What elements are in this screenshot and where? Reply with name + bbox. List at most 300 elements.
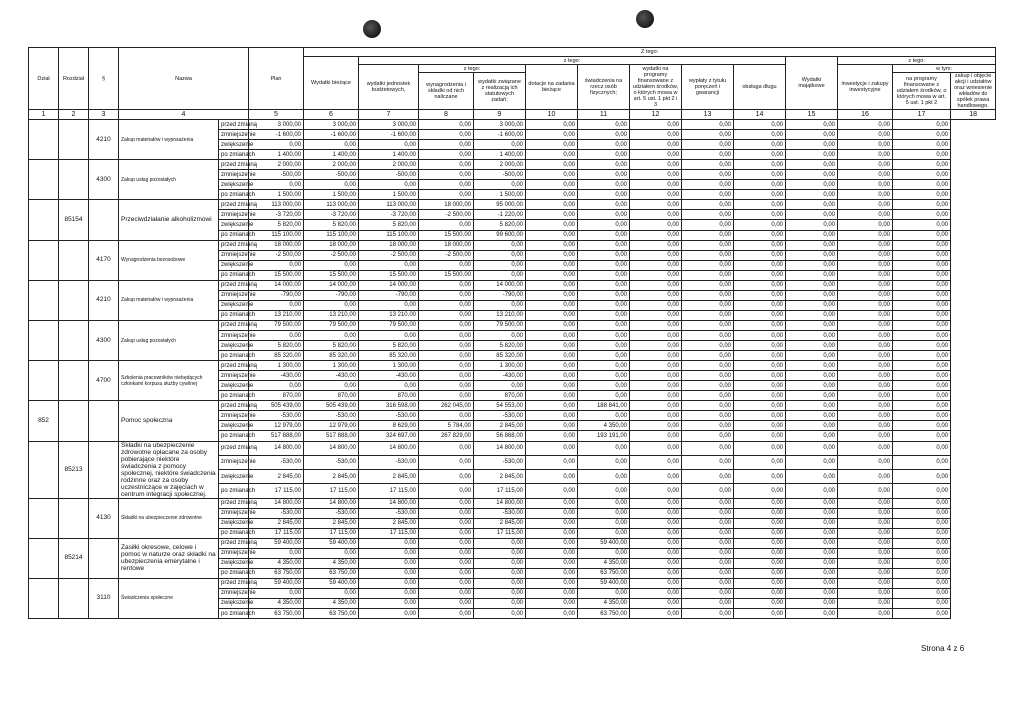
value-cell: 0,00 bbox=[893, 578, 951, 588]
value-cell: 0,00 bbox=[682, 361, 734, 371]
value-cell: 0,00 bbox=[893, 140, 951, 150]
value-cell: 0,00 bbox=[578, 455, 630, 469]
value-cell: 5 820,00 bbox=[474, 341, 526, 351]
value-cell: 0,00 bbox=[630, 200, 682, 210]
value-cell: 0,00 bbox=[578, 391, 630, 401]
value-cell: 0,00 bbox=[630, 568, 682, 578]
value-cell: 0,00 bbox=[578, 528, 630, 538]
value-cell: 0,00 bbox=[734, 190, 786, 200]
value-cell: 95 000,00 bbox=[474, 200, 526, 210]
value-cell: 0,00 bbox=[786, 160, 838, 170]
value-cell: 0,00 bbox=[734, 280, 786, 290]
name-cell: Zakup materiałów i wyposażenia bbox=[119, 120, 219, 160]
value-cell: -530,00 bbox=[249, 455, 304, 469]
value-cell: 0,00 bbox=[578, 441, 630, 455]
change-label: przed zmianą bbox=[219, 401, 249, 411]
value-cell: 0,00 bbox=[682, 300, 734, 310]
value-cell: 0,00 bbox=[578, 300, 630, 310]
value-cell: 0,00 bbox=[786, 381, 838, 391]
value-cell: 1 300,00 bbox=[304, 361, 359, 371]
value-cell: 4 350,00 bbox=[249, 558, 304, 568]
value-cell: 0,00 bbox=[786, 150, 838, 160]
value-cell: 0,00 bbox=[359, 330, 419, 340]
change-label: zmniejszenie bbox=[219, 588, 249, 598]
value-cell: 0,00 bbox=[526, 280, 578, 290]
value-cell: 0,00 bbox=[578, 548, 630, 558]
value-cell: 0,00 bbox=[682, 455, 734, 469]
value-cell: 870,00 bbox=[304, 391, 359, 401]
value-cell: 0,00 bbox=[630, 300, 682, 310]
value-cell: 0,00 bbox=[838, 310, 893, 320]
value-cell: 3 000,00 bbox=[359, 120, 419, 130]
column-number: 3 bbox=[89, 110, 119, 120]
value-cell: 0,00 bbox=[786, 341, 838, 351]
value-cell: 0,00 bbox=[734, 528, 786, 538]
change-label: po zmianach bbox=[219, 270, 249, 280]
name-cell: Zakup usług pozostałych bbox=[119, 320, 219, 360]
value-cell: 0,00 bbox=[786, 330, 838, 340]
value-cell: 0,00 bbox=[838, 391, 893, 401]
value-cell: 56 868,00 bbox=[474, 431, 526, 441]
value-cell: 14 000,00 bbox=[474, 280, 526, 290]
value-cell: -430,00 bbox=[359, 371, 419, 381]
value-cell: 0,00 bbox=[786, 310, 838, 320]
rozdzial-cell bbox=[59, 240, 89, 280]
value-cell: 2 000,00 bbox=[474, 160, 526, 170]
value-cell: 0,00 bbox=[578, 371, 630, 381]
value-cell: 0,00 bbox=[786, 455, 838, 469]
value-cell: 0,00 bbox=[734, 270, 786, 280]
value-cell: 0,00 bbox=[893, 310, 951, 320]
column-number: 1 bbox=[29, 110, 59, 120]
budget-table bbox=[28, 47, 996, 619]
value-cell: 0,00 bbox=[893, 300, 951, 310]
value-cell: -2 500,00 bbox=[419, 250, 474, 260]
value-cell: 0,00 bbox=[838, 558, 893, 568]
value-cell: 0,00 bbox=[359, 548, 419, 558]
value-cell: 0,00 bbox=[786, 250, 838, 260]
value-cell: 0,00 bbox=[630, 320, 682, 330]
value-cell: 0,00 bbox=[893, 160, 951, 170]
column-number: 7 bbox=[359, 110, 419, 120]
value-cell: 0,00 bbox=[838, 240, 893, 250]
value-cell: 0,00 bbox=[630, 498, 682, 508]
value-cell: 113 000,00 bbox=[359, 200, 419, 210]
value-cell: 0,00 bbox=[786, 528, 838, 538]
value-cell: 0,00 bbox=[359, 300, 419, 310]
rozdzial-cell bbox=[59, 280, 89, 320]
value-cell: 0,00 bbox=[838, 160, 893, 170]
change-label: zwiększenie bbox=[219, 470, 249, 484]
value-cell: 0,00 bbox=[838, 120, 893, 130]
value-cell: 0,00 bbox=[786, 548, 838, 558]
value-cell: 0,00 bbox=[893, 558, 951, 568]
value-cell: 0,00 bbox=[526, 455, 578, 469]
value-cell: 0,00 bbox=[578, 210, 630, 220]
value-cell: 0,00 bbox=[734, 330, 786, 340]
value-cell: 0,00 bbox=[419, 120, 474, 130]
value-cell: 0,00 bbox=[630, 588, 682, 598]
w-tym: w tym: bbox=[893, 65, 996, 73]
rozdzial-cell: 85213 bbox=[59, 441, 89, 498]
value-cell: 0,00 bbox=[526, 401, 578, 411]
value-cell: 0,00 bbox=[249, 260, 304, 270]
value-cell: -3 720,00 bbox=[359, 210, 419, 220]
value-cell: 0,00 bbox=[893, 250, 951, 260]
value-cell: 517 888,00 bbox=[304, 431, 359, 441]
paragraf-cell: 4210 bbox=[89, 120, 119, 160]
value-cell: 262 045,00 bbox=[419, 401, 474, 411]
value-cell: 1 500,00 bbox=[304, 190, 359, 200]
rozdzial-cell bbox=[59, 578, 89, 618]
value-cell: 0,00 bbox=[474, 240, 526, 250]
value-cell: 0,00 bbox=[734, 320, 786, 330]
change-label: przed zmianą bbox=[219, 361, 249, 371]
value-cell: 0,00 bbox=[893, 290, 951, 300]
value-cell: 0,00 bbox=[578, 310, 630, 320]
value-cell: 0,00 bbox=[359, 568, 419, 578]
value-cell: 0,00 bbox=[734, 341, 786, 351]
value-cell: 0,00 bbox=[526, 411, 578, 421]
value-cell: 0,00 bbox=[526, 498, 578, 508]
table-row bbox=[29, 361, 996, 371]
value-cell: 0,00 bbox=[893, 330, 951, 340]
paragraf-cell bbox=[89, 441, 119, 498]
value-cell: 0,00 bbox=[682, 310, 734, 320]
value-cell: 0,00 bbox=[526, 484, 578, 498]
value-cell: 85 320,00 bbox=[249, 351, 304, 361]
value-cell: 0,00 bbox=[359, 538, 419, 548]
table-row bbox=[29, 578, 996, 588]
value-cell: 0,00 bbox=[578, 320, 630, 330]
value-cell: -530,00 bbox=[359, 508, 419, 518]
value-cell: 63 750,00 bbox=[249, 609, 304, 619]
value-cell: 0,00 bbox=[359, 260, 419, 270]
value-cell: 0,00 bbox=[893, 361, 951, 371]
change-label: po zmianach bbox=[219, 310, 249, 320]
value-cell: 0,00 bbox=[838, 320, 893, 330]
value-cell: 0,00 bbox=[734, 200, 786, 210]
value-cell: 0,00 bbox=[474, 140, 526, 150]
rozdzial-cell bbox=[59, 361, 89, 401]
value-cell: 0,00 bbox=[893, 210, 951, 220]
col-dotacje: dotacje na zadania bieżące bbox=[526, 65, 578, 110]
value-cell: -2 500,00 bbox=[359, 250, 419, 260]
value-cell: 13 210,00 bbox=[249, 310, 304, 320]
value-cell: 0,00 bbox=[682, 381, 734, 391]
value-cell: 0,00 bbox=[630, 310, 682, 320]
table-row bbox=[29, 320, 996, 330]
value-cell: 0,00 bbox=[682, 588, 734, 598]
value-cell: 63 750,00 bbox=[304, 568, 359, 578]
change-label: po zmianach bbox=[219, 150, 249, 160]
value-cell: 870,00 bbox=[359, 391, 419, 401]
value-cell: 0,00 bbox=[304, 381, 359, 391]
paragraf-cell: 3110 bbox=[89, 578, 119, 618]
value-cell: 0,00 bbox=[734, 361, 786, 371]
value-cell: 0,00 bbox=[526, 538, 578, 548]
value-cell: 188 841,00 bbox=[578, 401, 630, 411]
value-cell: 0,00 bbox=[786, 290, 838, 300]
value-cell: 0,00 bbox=[734, 310, 786, 320]
value-cell: 1 400,00 bbox=[359, 150, 419, 160]
value-cell: 18 000,00 bbox=[419, 240, 474, 250]
column-number: 14 bbox=[734, 110, 786, 120]
value-cell: 0,00 bbox=[578, 341, 630, 351]
value-cell: 0,00 bbox=[249, 330, 304, 340]
value-cell: 0,00 bbox=[304, 180, 359, 190]
value-cell: 0,00 bbox=[474, 609, 526, 619]
value-cell: 0,00 bbox=[630, 351, 682, 361]
value-cell: 0,00 bbox=[786, 558, 838, 568]
value-cell: 0,00 bbox=[419, 220, 474, 230]
value-cell: 0,00 bbox=[838, 568, 893, 578]
value-cell: -790,00 bbox=[474, 290, 526, 300]
value-cell: 0,00 bbox=[526, 441, 578, 455]
value-cell: 0,00 bbox=[578, 120, 630, 130]
value-cell: 0,00 bbox=[734, 609, 786, 619]
name-cell: Szkolenia pracowników niebędących członkami korpusu służby cywilnej bbox=[119, 361, 219, 401]
value-cell: 0,00 bbox=[578, 498, 630, 508]
value-cell: 0,00 bbox=[359, 578, 419, 588]
table-row bbox=[29, 160, 996, 170]
value-cell: 63 750,00 bbox=[578, 568, 630, 578]
value-cell: 0,00 bbox=[786, 240, 838, 250]
value-cell: -500,00 bbox=[474, 170, 526, 180]
value-cell: 1 400,00 bbox=[474, 150, 526, 160]
rozdzial-cell bbox=[59, 160, 89, 200]
value-cell: 0,00 bbox=[682, 280, 734, 290]
value-cell: 0,00 bbox=[786, 470, 838, 484]
value-cell: 0,00 bbox=[838, 200, 893, 210]
value-cell: 0,00 bbox=[419, 351, 474, 361]
value-cell: 0,00 bbox=[304, 300, 359, 310]
change-label: zmniejszenie bbox=[219, 130, 249, 140]
value-cell: 2 845,00 bbox=[249, 470, 304, 484]
value-cell: 0,00 bbox=[734, 498, 786, 508]
change-label: przed zmianą bbox=[219, 578, 249, 588]
value-cell: 0,00 bbox=[526, 310, 578, 320]
value-cell: 0,00 bbox=[419, 260, 474, 270]
value-cell: 0,00 bbox=[682, 518, 734, 528]
paragraf-cell bbox=[89, 200, 119, 240]
value-cell: 0,00 bbox=[682, 120, 734, 130]
value-cell: 5 820,00 bbox=[304, 220, 359, 230]
value-cell: 59 400,00 bbox=[249, 538, 304, 548]
value-cell: 0,00 bbox=[838, 588, 893, 598]
value-cell: 193 191,00 bbox=[578, 431, 630, 441]
rozdzial-cell bbox=[59, 320, 89, 360]
value-cell: 0,00 bbox=[419, 290, 474, 300]
value-cell: 18 000,00 bbox=[359, 240, 419, 250]
value-cell: 0,00 bbox=[893, 371, 951, 381]
value-cell: 0,00 bbox=[526, 320, 578, 330]
value-cell: 0,00 bbox=[578, 190, 630, 200]
value-cell: 1 500,00 bbox=[249, 190, 304, 200]
table-row bbox=[29, 240, 996, 250]
value-cell: 59 400,00 bbox=[304, 578, 359, 588]
value-cell: 0,00 bbox=[838, 548, 893, 558]
value-cell: 63 750,00 bbox=[304, 609, 359, 619]
value-cell: 0,00 bbox=[838, 421, 893, 431]
value-cell: 0,00 bbox=[578, 381, 630, 391]
value-cell: 0,00 bbox=[682, 598, 734, 608]
value-cell: 0,00 bbox=[734, 441, 786, 455]
value-cell: 0,00 bbox=[630, 120, 682, 130]
value-cell: 0,00 bbox=[734, 240, 786, 250]
value-cell: -790,00 bbox=[249, 290, 304, 300]
value-cell: 0,00 bbox=[893, 401, 951, 411]
value-cell: 1 500,00 bbox=[359, 190, 419, 200]
value-cell: 0,00 bbox=[578, 130, 630, 140]
value-cell: 0,00 bbox=[893, 320, 951, 330]
value-cell: 14 800,00 bbox=[249, 441, 304, 455]
value-cell: 14 800,00 bbox=[359, 441, 419, 455]
value-cell: -530,00 bbox=[304, 455, 359, 469]
value-cell: 0,00 bbox=[838, 381, 893, 391]
change-label: po zmianach bbox=[219, 230, 249, 240]
paragraf-cell: 4300 bbox=[89, 320, 119, 360]
value-cell: 0,00 bbox=[893, 528, 951, 538]
value-cell: 1 300,00 bbox=[474, 361, 526, 371]
value-cell: 0,00 bbox=[734, 578, 786, 588]
value-cell: 79 500,00 bbox=[359, 320, 419, 330]
value-cell: 79 500,00 bbox=[249, 320, 304, 330]
value-cell: 5 820,00 bbox=[249, 341, 304, 351]
value-cell: 0,00 bbox=[359, 609, 419, 619]
value-cell: 0,00 bbox=[526, 371, 578, 381]
value-cell: 0,00 bbox=[838, 411, 893, 421]
value-cell: -790,00 bbox=[359, 290, 419, 300]
change-label: zwiększenie bbox=[219, 220, 249, 230]
value-cell: 0,00 bbox=[893, 220, 951, 230]
value-cell: 0,00 bbox=[734, 455, 786, 469]
value-cell: 0,00 bbox=[526, 588, 578, 598]
value-cell: 12 979,00 bbox=[249, 421, 304, 431]
value-cell: -1 600,00 bbox=[359, 130, 419, 140]
value-cell: 0,00 bbox=[359, 180, 419, 190]
value-cell: 0,00 bbox=[734, 250, 786, 260]
change-label: zwiększenie bbox=[219, 558, 249, 568]
column-number: 8 bbox=[419, 110, 474, 120]
value-cell: 0,00 bbox=[682, 140, 734, 150]
value-cell: 0,00 bbox=[682, 441, 734, 455]
value-cell: 0,00 bbox=[682, 421, 734, 431]
value-cell: 14 800,00 bbox=[359, 498, 419, 508]
change-label: zwiększenie bbox=[219, 260, 249, 270]
value-cell: 0,00 bbox=[630, 598, 682, 608]
value-cell: 0,00 bbox=[682, 320, 734, 330]
change-label: zwiększenie bbox=[219, 180, 249, 190]
value-cell: 0,00 bbox=[734, 290, 786, 300]
value-cell: 4 350,00 bbox=[578, 558, 630, 568]
value-cell: -430,00 bbox=[304, 371, 359, 381]
value-cell: 2 845,00 bbox=[249, 518, 304, 528]
value-cell: 0,00 bbox=[786, 140, 838, 150]
value-cell: 0,00 bbox=[734, 300, 786, 310]
value-cell: 0,00 bbox=[630, 484, 682, 498]
change-label: zmniejszenie bbox=[219, 411, 249, 421]
value-cell: 0,00 bbox=[893, 508, 951, 518]
value-cell: 0,00 bbox=[682, 498, 734, 508]
change-label: przed zmianą bbox=[219, 441, 249, 455]
value-cell: 0,00 bbox=[682, 170, 734, 180]
value-cell: 0,00 bbox=[630, 170, 682, 180]
change-label: po zmianach bbox=[219, 431, 249, 441]
value-cell: 0,00 bbox=[893, 280, 951, 290]
value-cell: 0,00 bbox=[682, 260, 734, 270]
value-cell: 0,00 bbox=[578, 220, 630, 230]
table-row bbox=[29, 200, 996, 210]
value-cell: 4 350,00 bbox=[578, 421, 630, 431]
value-cell: 0,00 bbox=[526, 140, 578, 150]
value-cell: 0,00 bbox=[838, 518, 893, 528]
value-cell: 0,00 bbox=[526, 300, 578, 310]
value-cell: 0,00 bbox=[734, 381, 786, 391]
value-cell: 0,00 bbox=[578, 230, 630, 240]
value-cell: 0,00 bbox=[893, 455, 951, 469]
value-cell: 2 000,00 bbox=[304, 160, 359, 170]
value-cell: 0,00 bbox=[630, 578, 682, 588]
value-cell: 0,00 bbox=[249, 588, 304, 598]
value-cell: 1 400,00 bbox=[249, 150, 304, 160]
value-cell: 0,00 bbox=[578, 330, 630, 340]
value-cell: 13 210,00 bbox=[359, 310, 419, 320]
value-cell: 0,00 bbox=[526, 568, 578, 578]
value-cell: -430,00 bbox=[249, 371, 304, 381]
value-cell: 54 553,00 bbox=[474, 401, 526, 411]
col-wydatki-biezace: Wydatki bieżące bbox=[304, 57, 359, 110]
value-cell: 5 784,00 bbox=[419, 421, 474, 431]
value-cell: 0,00 bbox=[419, 548, 474, 558]
change-label: po zmianach bbox=[219, 484, 249, 498]
value-cell: 0,00 bbox=[419, 518, 474, 528]
value-cell: 0,00 bbox=[838, 290, 893, 300]
value-cell: -430,00 bbox=[474, 371, 526, 381]
value-cell: 3 000,00 bbox=[304, 120, 359, 130]
value-cell: 0,00 bbox=[359, 598, 419, 608]
value-cell: 0,00 bbox=[734, 391, 786, 401]
value-cell: 0,00 bbox=[734, 351, 786, 361]
value-cell: 0,00 bbox=[630, 250, 682, 260]
value-cell: 0,00 bbox=[526, 528, 578, 538]
value-cell: 0,00 bbox=[474, 588, 526, 598]
value-cell: 0,00 bbox=[630, 441, 682, 455]
value-cell: 0,00 bbox=[630, 150, 682, 160]
column-number: 17 bbox=[893, 110, 951, 120]
value-cell: 0,00 bbox=[419, 411, 474, 421]
change-label: po zmianach bbox=[219, 568, 249, 578]
punch-hole bbox=[363, 20, 381, 38]
value-cell: 0,00 bbox=[526, 290, 578, 300]
value-cell: -530,00 bbox=[304, 411, 359, 421]
value-cell: -530,00 bbox=[359, 411, 419, 421]
value-cell: -2 500,00 bbox=[419, 210, 474, 220]
value-cell: 0,00 bbox=[474, 381, 526, 391]
change-label: zwiększenie bbox=[219, 518, 249, 528]
value-cell: 3 000,00 bbox=[249, 120, 304, 130]
value-cell: 0,00 bbox=[419, 598, 474, 608]
value-cell: 0,00 bbox=[893, 498, 951, 508]
z-tego-small: z tego: bbox=[419, 65, 526, 73]
value-cell: 59 400,00 bbox=[578, 538, 630, 548]
value-cell: 2 845,00 bbox=[474, 518, 526, 528]
value-cell: 115 100,00 bbox=[359, 230, 419, 240]
value-cell: 0,00 bbox=[838, 180, 893, 190]
value-cell: 0,00 bbox=[526, 160, 578, 170]
paragraf-cell bbox=[89, 401, 119, 441]
value-cell: 0,00 bbox=[419, 300, 474, 310]
